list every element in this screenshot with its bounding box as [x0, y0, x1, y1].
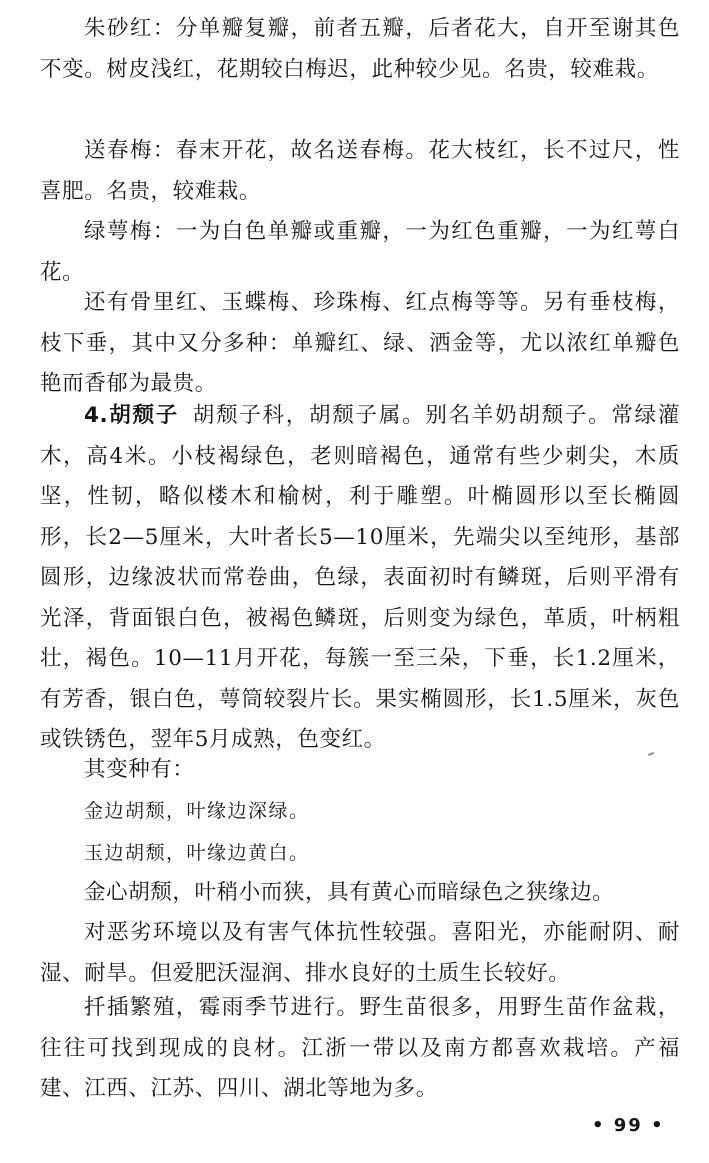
paragraph-lv-e-mei: 绿萼梅：一为白色单瓣或重瓣，一为红色重瓣，一为红萼白花。: [40, 219, 680, 285]
paragraph-song-chun-mei: 送春梅：春末开花，故名送春梅。花大枝红，长不过尺，性喜肥。名贵，较难栽。: [40, 138, 680, 204]
paragraph-adaptability: 对恶劣环境以及有害气体抗性较强。喜阳光，亦能耐阴、耐湿、耐旱。但爱肥沃湿润、排水良好的土质生长较好。: [40, 920, 680, 986]
variety-item-yubian: 玉边胡颓，叶缘边黄白。: [84, 842, 310, 864]
section-heading-hutuizi: 4.胡颓子: [84, 403, 179, 428]
book-page: [40, 0, 680, 1163]
varieties-intro: 其变种有：: [84, 757, 195, 782]
paragraph-zhusha-hong: 朱砂红：分单瓣复瓣，前者五瓣，后者花大，自开至谢其色不变。树皮浅红，花期较白梅迟，此种较少见。名贵，较难栽。: [40, 16, 680, 82]
page-number: • 99 •: [592, 1115, 665, 1136]
hutuizi-description: 胡颓子科，胡颓子属。别名羊奶胡颓子。常绿灌木，高4米。小枝褐绿色，老则暗褐色，通常有些少刺尖，木质坚，性韧，略似楼木和榆树，利于雕塑。叶椭圆形以至长椭圆形，长2—5厘米，大叶者长5—10厘米，先端尖以至纯形，基部圆形，边缘波状而常卷曲，色绿，表面初时有鳞斑，后则平滑有光泽，背面银白色，被褐色鳞斑，后则变为绿色，革质，叶柄粗壮，褐色。10—11月开花，每簇一至三朵，下垂，长1.2厘米，有芳香，银白色，萼筒较裂片长。果实椭圆形，长1.5厘米，灰色或铁锈色，翌年5月成熟，色变红。: [40, 403, 680, 752]
variety-item-jinxin: 金心胡颓，叶稍小而狭，具有黄心而暗绿色之狭缘边。: [84, 880, 615, 905]
paragraph-other-varieties: 还有骨里红、玉蝶梅、珍珠梅、红点梅等等。另有垂枝梅，枝下垂，其中又分多种：单瓣红、绿、洒金等，尤以浓红单瓣色艳而香郁为最贵。: [40, 290, 680, 396]
paragraph-propagation: 扦插繁殖，霉雨季节进行。野生苗很多，用野生苗作盆栽，往往可找到现成的良材。江浙一带以及南方都喜欢栽培。产福建、江西、江苏、四川、湖北等地为多。: [40, 995, 680, 1101]
variety-item-jinbian: 金边胡颓，叶缘边深绿。: [84, 800, 310, 822]
paragraph-hutuizi: [40, 396, 680, 761]
